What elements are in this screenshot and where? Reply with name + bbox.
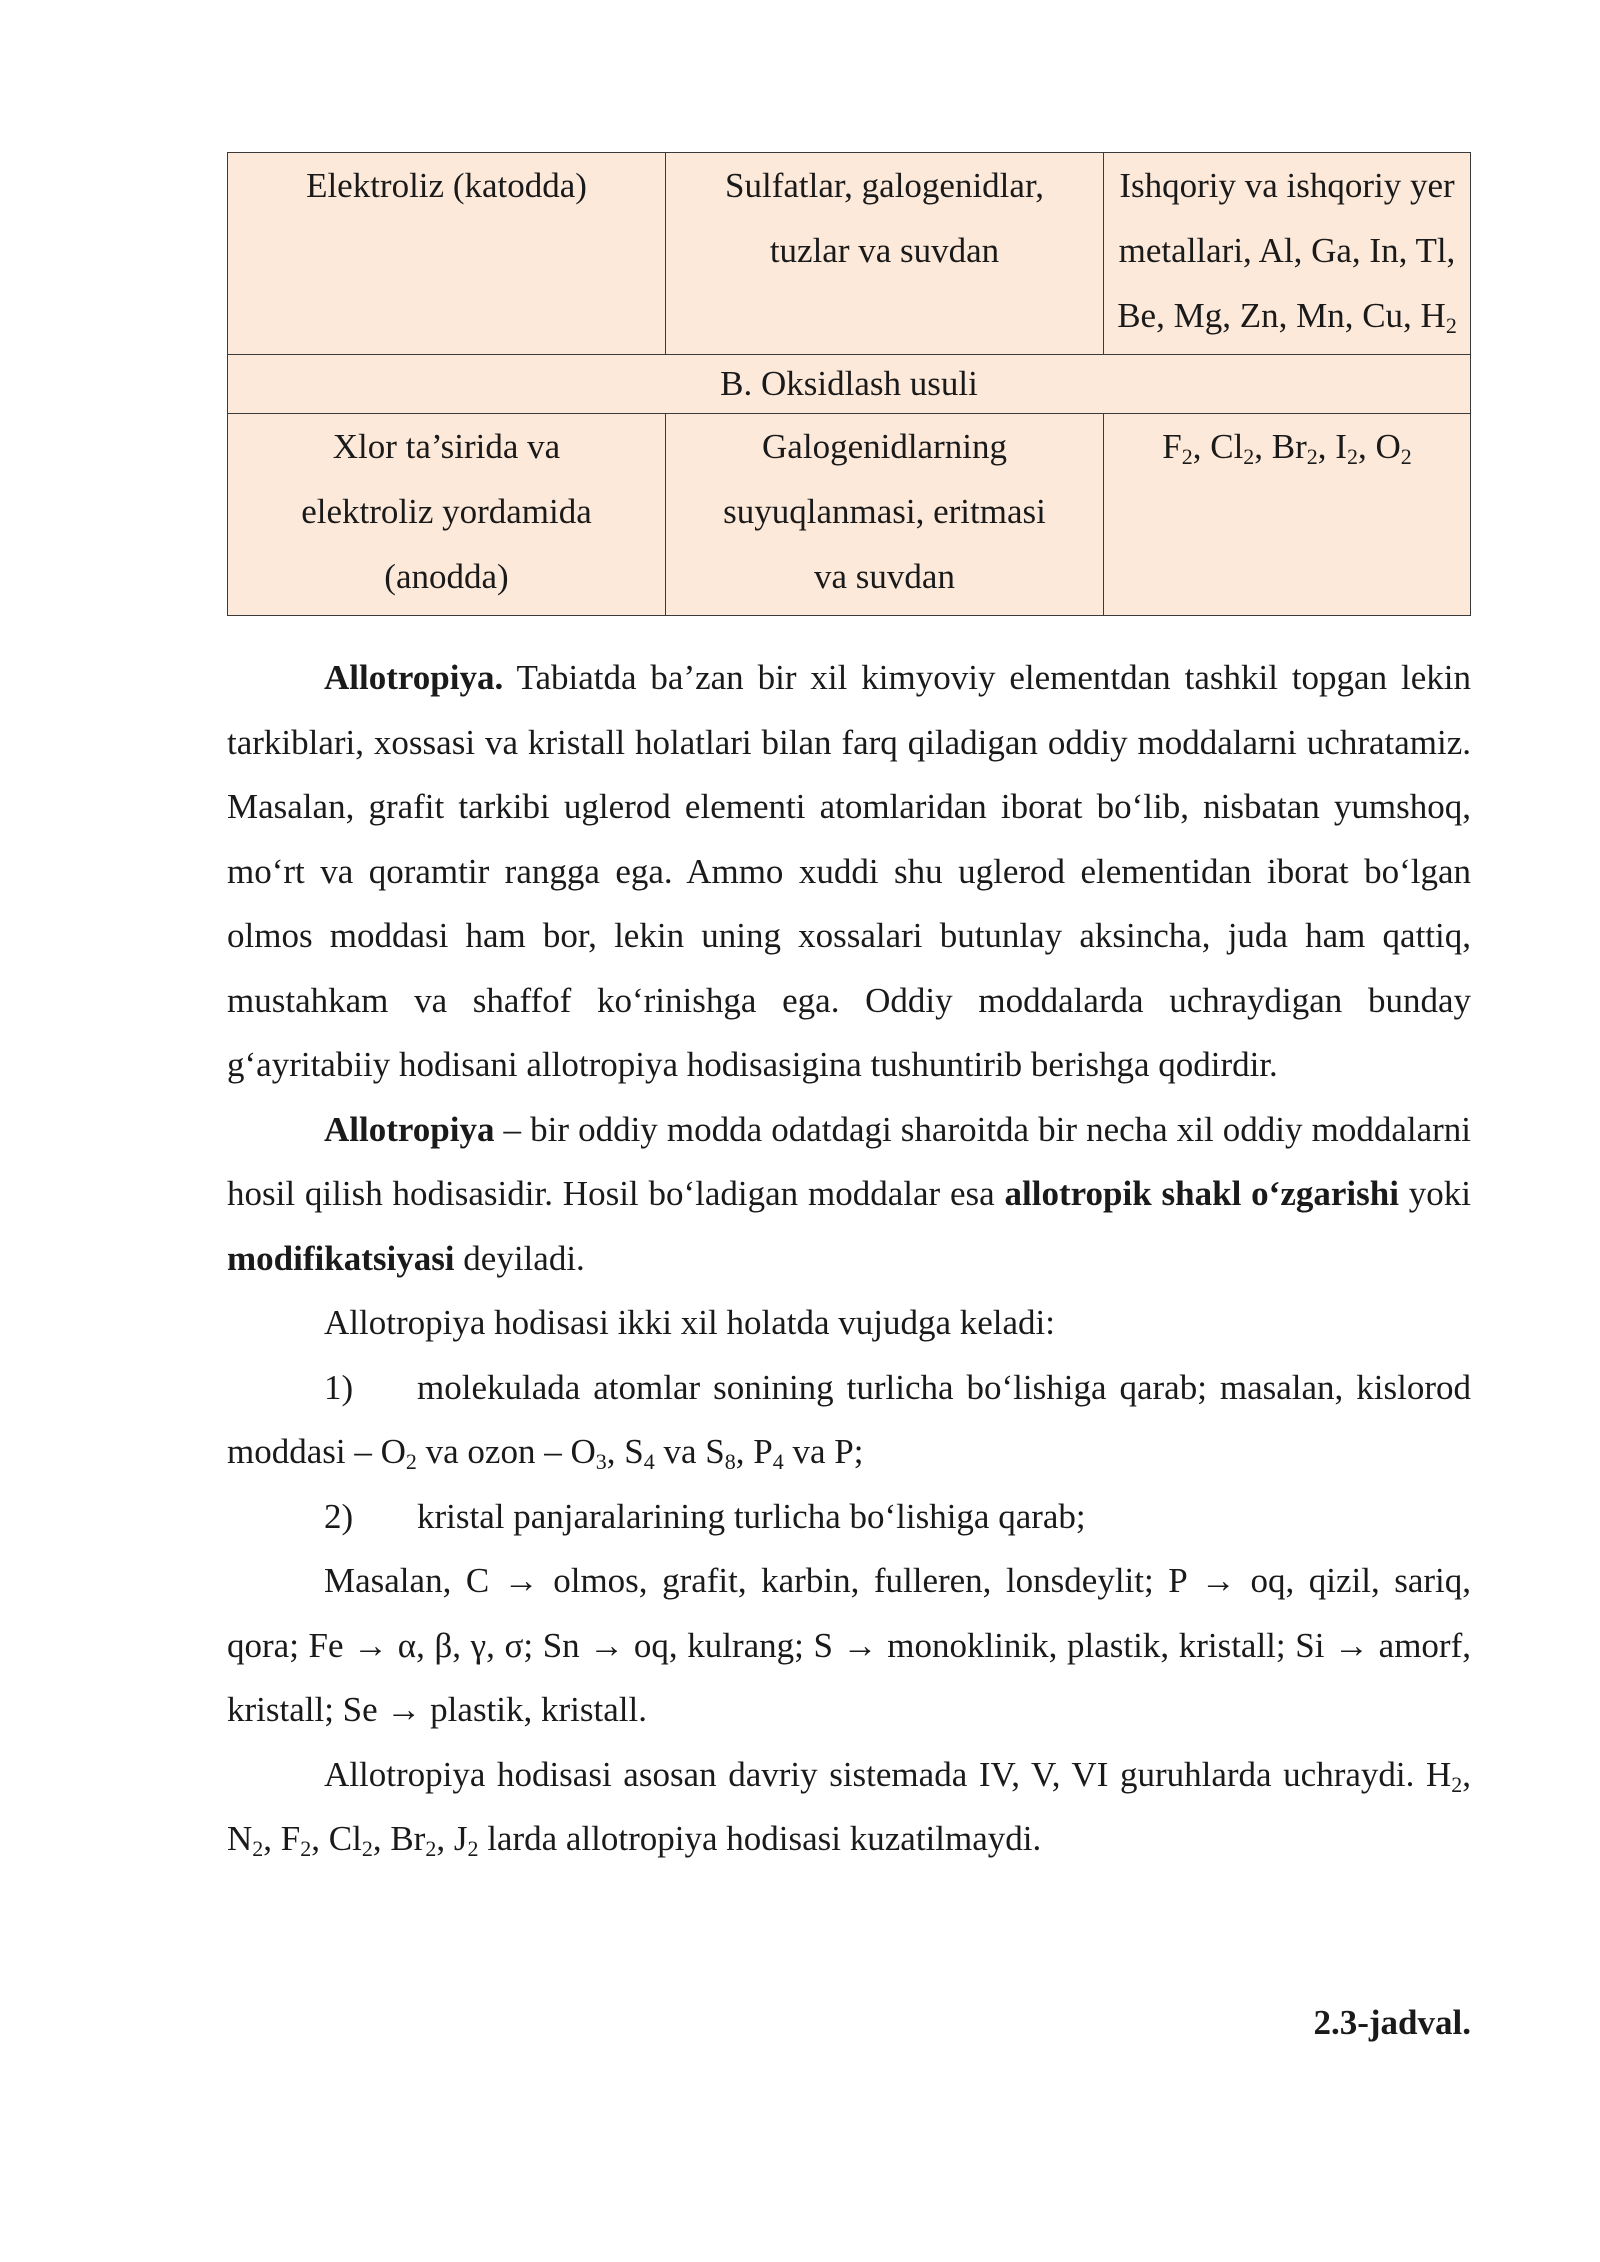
table-section-title: B. Oksidlash usuli: [228, 355, 1471, 414]
paragraph-two-cases: Allotropiya hodisasi ikki xil holatda vujudga keladi:: [324, 1303, 1056, 1342]
list-item: 1) molekulada atomlar sonining turlicha bo‘lishiga qarab; masalan, kislorod moddasi – $O_2$ va ozon – $O_3$, $S_4$ va $S_8$, $P_4$ va P;: [227, 1367, 1471, 1474]
table-cell-method: Elektroliz (katodda): [228, 153, 666, 355]
table-cell-source: Sulfatlar, galogenidlar, tuzlar va suvdan: [666, 153, 1104, 355]
paragraph-allotropy-definition: Allotropiya – bir oddiy modda odatdagi sharoitda bir necha xil oddiy moddalarni hosil qilish hodisasidir. Hosil bo‘ladigan moddalar esa allotropik shakl o‘zgarishi yoki modifikatsiyasi deyiladi.: [227, 1109, 1471, 1278]
table-cell-products: Ishqoriy va ishqoriy yer metallari, Al, Ga, In, Tl, Be, Mg, Zn, Mn, Cu, $H_2$: [1104, 153, 1471, 355]
table-row: [228, 153, 1471, 355]
table-cell-source: Galogenidlarning suyuqlanmasi, eritmasi va suvdan: [666, 414, 1104, 616]
paragraph-allotropy-intro: Allotropiya. Tabiatda ba’zan bir xil kimyoviy elementdan tashkil topgan lekin tarkiblari, xossasi va kristall holatlari bilan farq qiladigan oddiy moddalarni uchratamiz. Masalan, grafit tarkibi uglerod elementi atomlaridan iborat bo‘lib, nisbatan yumshoq, mo‘rt va qoramtir rangga ega. Ammo xuddi shu uglerod elementidan iborat bo‘lgan olmos moddasi ham bor, lekin uning xossalari butunlay aksincha, juda ham qattiq, mustahkam va shaffof ko‘rinishga ega. Oddiy moddalarda uchraydigan bunday g‘ayritabiiy hodisani allotropiya hodisasigina tushuntirib berishga qodirdir.: [227, 658, 1471, 1084]
methods-table: [227, 152, 1471, 616]
paragraph-groups: Allotropiya hodisasi asosan davriy sistemada IV, V, VI guruhlarda uchraydi. $H_2$, $N_2$, $F_2$, $Cl_2$, $Br_2$, $J_2$ larda allotropiya hodisasi kuzatilmaydi.: [227, 1754, 1471, 1861]
paragraph-examples: Masalan, C → olmos, grafit, karbin, fulleren, lonsdeylit; P → oq, qizil, sariq, qora; Fe → α, β, γ, σ; Sn → oq, kulrang; S → monoklinik, plastik, kristall; Si → amorf, kristall; Se → plastik, kristall.: [227, 1561, 1471, 1729]
table-caption: 2.3-jadval.: [1313, 2003, 1471, 2042]
table-row: [228, 414, 1471, 616]
list-item: 2) kristal panjaralarining turlicha bo‘lishiga qarab;: [324, 1496, 1086, 1536]
table-section-row: [228, 355, 1471, 414]
table-cell-method: Xlor ta’sirida va elektroliz yordamida (anodda): [228, 414, 666, 616]
table-cell-products: $F_2$, $Cl_2$, $Br_2$, $I_2$, $O_2$: [1104, 414, 1471, 616]
body-text: [227, 646, 1471, 1872]
